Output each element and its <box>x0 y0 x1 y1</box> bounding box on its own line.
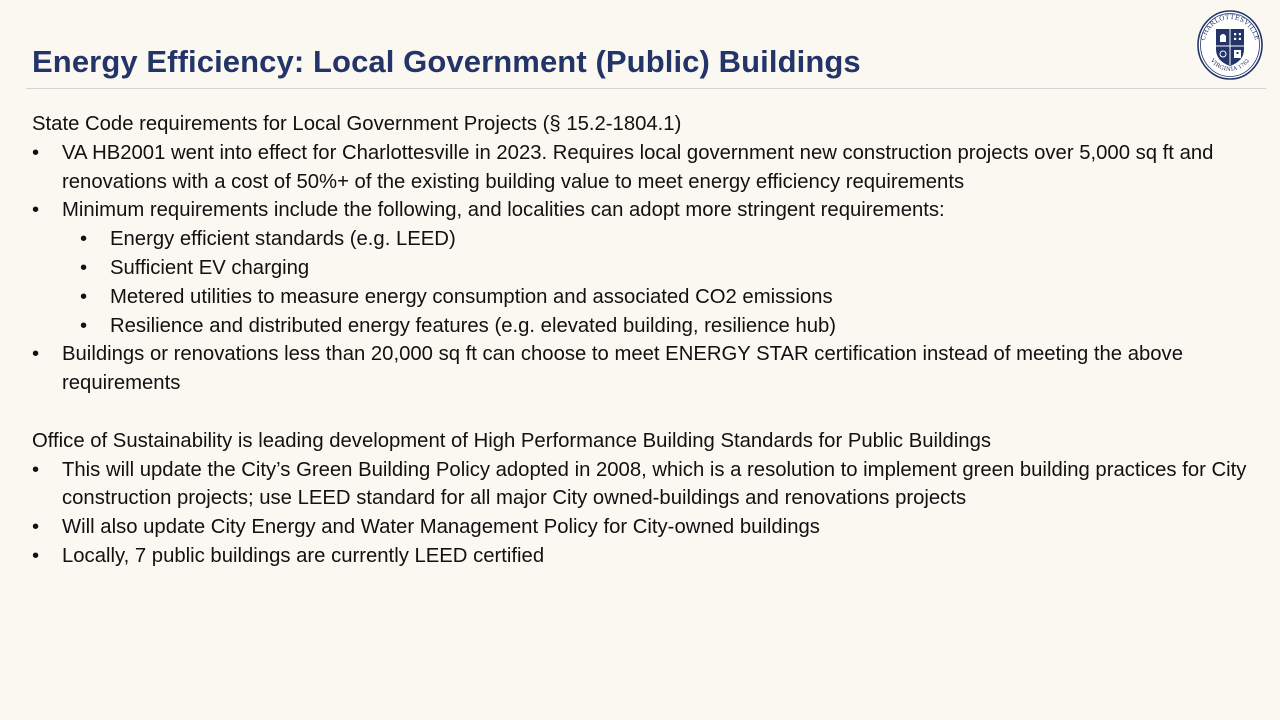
bullet-glyph: • <box>32 343 40 366</box>
bullet-text: VA HB2001 went into effect for Charlottesville in 2023. Requires local government new construction projects over 5,000 sq ft and renovations with a cost of 50%+ of the existing building value to meet energy efficiency requirements <box>62 141 1214 193</box>
sub-bullet-item <box>32 312 1262 341</box>
bullet-item <box>32 196 1262 225</box>
sustainability-heading: Office of Sustainability is leading development of High Performance Building Standards for Public Buildings <box>32 429 992 452</box>
bullet-text: Will also update City Energy and Water Management Policy for City-owned buildings <box>62 516 820 539</box>
bullet-item <box>32 340 1262 398</box>
bullet-glyph: • <box>80 314 88 337</box>
seal-top-text: CHARLOTTESVILLE <box>1198 12 1262 42</box>
bullet-text: Minimum requirements include the following, and localities can adopt more stringent requirements: <box>62 199 945 222</box>
sub-bullet-item <box>32 254 1262 283</box>
sub-bullet-text: Metered utilities to measure energy consumption and associated CO2 emissions <box>110 285 833 308</box>
city-seal-logo <box>1196 9 1264 81</box>
slide-content <box>32 110 1262 571</box>
bullet-glyph: • <box>32 458 40 481</box>
sub-bullet-text: Sufficient EV charging <box>110 256 310 279</box>
title-divider <box>26 88 1266 89</box>
bullet-text: Buildings or renovations less than 20,000 sq ft can choose to meet ENERGY STAR certification instead of meeting the above requirements <box>62 343 1183 395</box>
bullet-glyph: • <box>80 228 88 251</box>
bullet-glyph: • <box>80 285 88 308</box>
state-code-heading: State Code requirements for Local Government Projects (§ 15.2-1804.1) <box>32 113 682 135</box>
seal-year-text: 1762 <box>1237 58 1252 71</box>
bullet-item <box>32 542 1262 571</box>
bullet-item <box>32 139 1262 197</box>
sub-bullet-item <box>32 283 1262 312</box>
bullet-glyph: • <box>32 516 40 539</box>
bullet-glyph: • <box>32 199 40 222</box>
bullet-item <box>32 513 1262 542</box>
bullet-text: This will update the City’s Green Building Policy adopted in 2008, which is a resolution to implement green building practices for City construction projects; use LEED standard for all major City owned-buildings and renovations projects <box>62 458 1247 510</box>
sub-bullet-text: Resilience and distributed energy features (e.g. elevated building, resilience hub) <box>110 314 837 337</box>
bullet-glyph: • <box>80 256 88 279</box>
slide-title: Energy Efficiency: Local Government (Public) Buildings <box>32 44 861 79</box>
seal-bottom-text: VIRGINIA <box>1208 57 1239 73</box>
sub-bullet-text: Energy efficient standards (e.g. LEED) <box>110 228 456 251</box>
sub-bullet-item <box>32 225 1262 254</box>
section-spacer <box>32 398 1262 427</box>
bullet-glyph: • <box>32 141 40 164</box>
bullet-glyph: • <box>32 544 40 567</box>
seal-graphic <box>1196 9 1264 81</box>
bullet-item <box>32 456 1262 514</box>
bullet-text: Locally, 7 public buildings are currently LEED certified <box>62 544 545 567</box>
